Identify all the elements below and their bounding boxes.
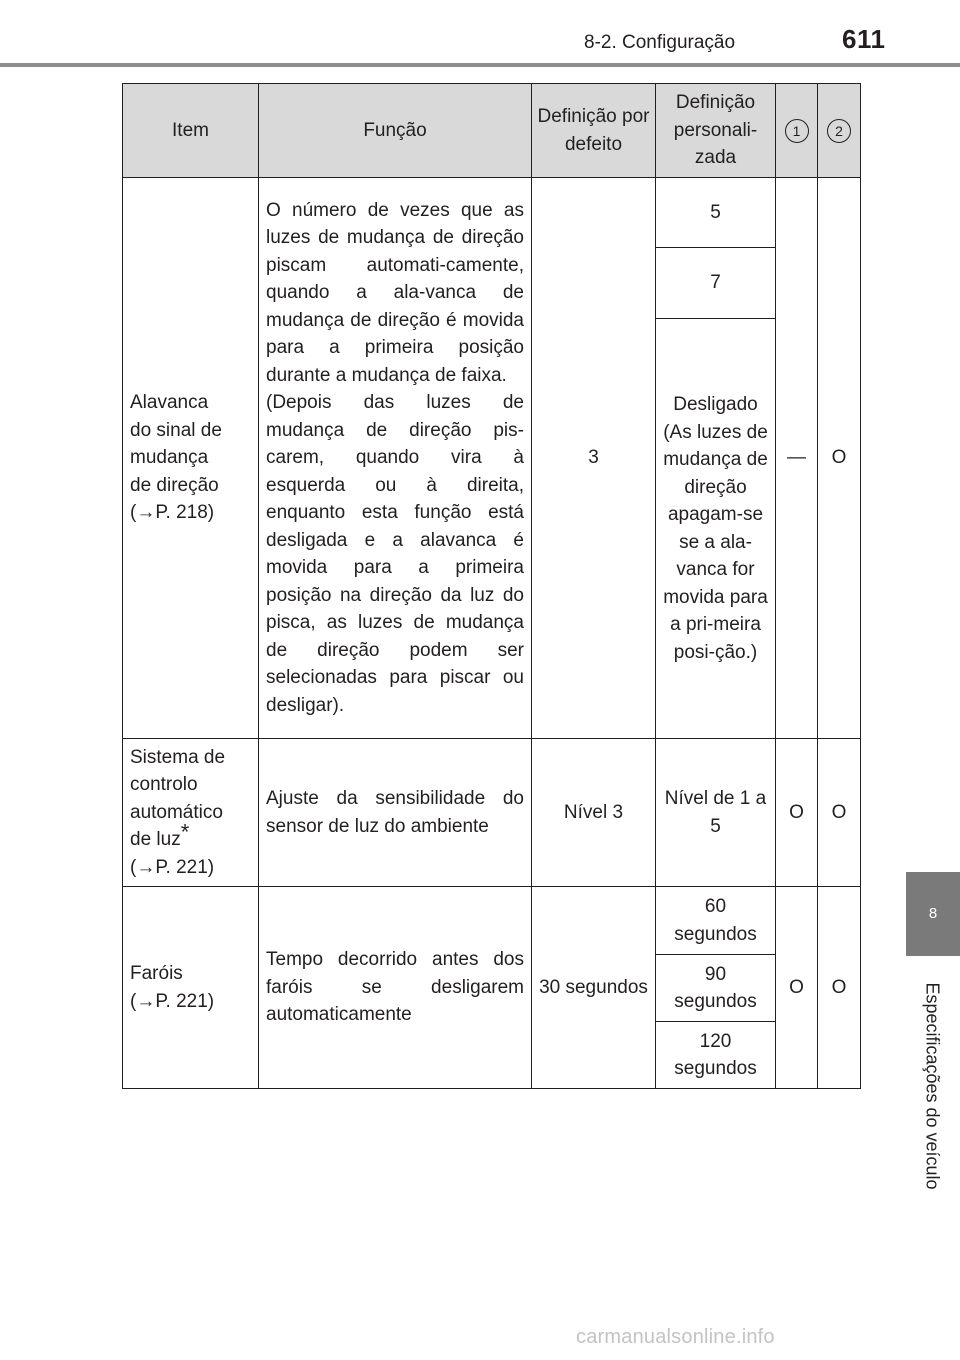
row3-col1: O — [776, 887, 818, 1089]
chapter-tab[interactable]: 8 — [906, 872, 960, 956]
row2-col1: O — [776, 739, 818, 887]
settings-table — [122, 83, 861, 1089]
watermark-link[interactable]: carmanualsonline.info — [576, 1326, 775, 1348]
row1-option-1: 5 — [656, 178, 776, 248]
row2-option: Nível de 1 a 5 — [656, 739, 776, 887]
header-col2 — [818, 84, 861, 178]
row3-item: Faróis (→P. 221) — [123, 887, 259, 1089]
row2-funcao: Ajuste da sensibilidade do sensor de luz do ambiente — [259, 739, 532, 887]
header-item: Item — [123, 84, 259, 178]
row1-option-3: Desligado (As luzes de mudança de direção apagam-se se a ala-vanca for movida para a pri-meira posi-ção.) — [656, 319, 776, 739]
row2-col2: O — [818, 739, 861, 887]
footnote-marker: * — [180, 819, 190, 845]
circled-two-icon: 2 — [827, 119, 851, 143]
row1-col1: — — [776, 178, 818, 739]
chapter-title: Especificações do veículo — [922, 982, 943, 1190]
row3-option-1: 60 segundos — [656, 887, 776, 955]
row3-option-3: 120 segundos — [656, 1022, 776, 1089]
row1-option-2: 7 — [656, 248, 776, 319]
row2-defeito: Nível 3 — [532, 739, 656, 887]
header-personalizada: Definição personali- zada — [656, 84, 776, 178]
circled-one-icon: 1 — [785, 119, 809, 143]
table-header-row — [123, 84, 861, 178]
page-number: 611 — [842, 24, 886, 54]
row3-defeito: 30 segundos — [532, 887, 656, 1089]
row1-funcao: O número de vezes que as luzes de mudança de direção piscam automati-camente, quando a ala-vanca de mudança de direção é movida para a primeira posição durante a mudança de faixa. (Depois das luzes de mudança de direção pis-carem, quando vira à esquerda ou à direita, enquanto esta função está desligada e a alavanca é movida para a primeira posição na direção da luz do pisca, as luzes de mudança de direção podem ser selecionadas para piscar ou desligar). — [259, 178, 532, 739]
row3-col2: O — [818, 887, 861, 1089]
header-col1 — [776, 84, 818, 178]
row1-item: Alavanca do sinal de mudança de direção (→P. 218) — [123, 178, 259, 739]
section-title: 8-2. Configuração — [584, 32, 736, 53]
row3-option-2: 90 segundos — [656, 955, 776, 1022]
table-row — [123, 887, 861, 955]
row1-col2: O — [818, 178, 861, 739]
row1-defeito: 3 — [532, 178, 656, 739]
header-funcao: Função — [259, 84, 532, 178]
header-defeito: Definição por defeito — [532, 84, 656, 178]
table-row — [123, 178, 861, 248]
row3-funcao: Tempo decorrido antes dos faróis se desligarem automaticamente — [259, 887, 532, 1089]
row2-item: Sistema de controlo automático de luz* (→P. 221) — [123, 739, 259, 887]
header-divider — [0, 63, 960, 67]
table-row — [123, 739, 861, 887]
